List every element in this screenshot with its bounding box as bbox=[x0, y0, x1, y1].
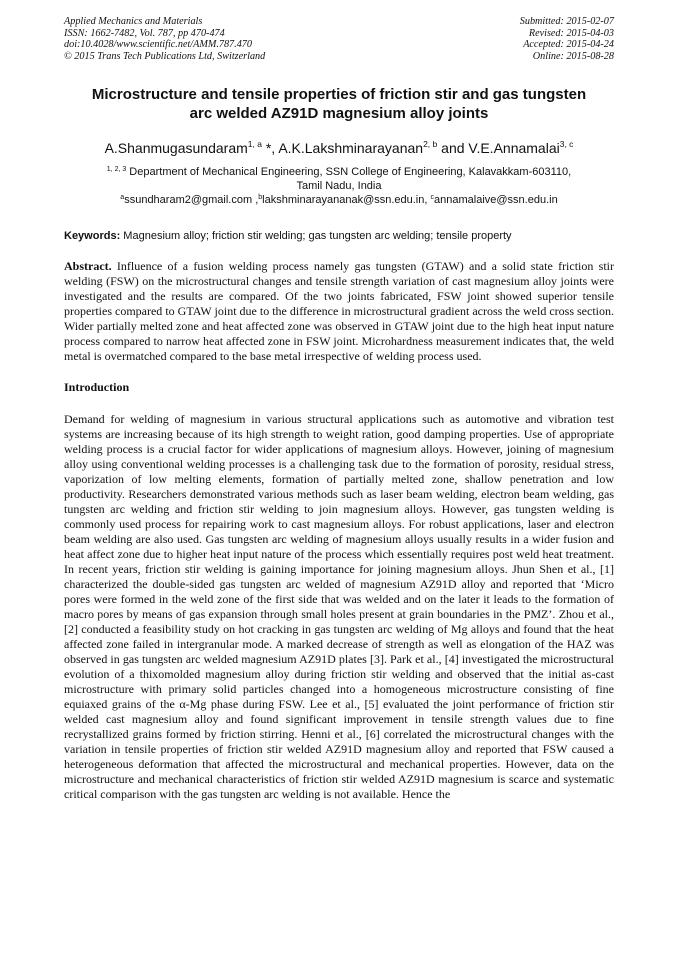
submitted-date: Submitted: 2015-02-07 bbox=[519, 16, 614, 27]
affiliation-line-1 bbox=[64, 165, 614, 179]
keywords-label: Keywords: bbox=[64, 230, 121, 242]
abstract-text: Influence of a fusion welding process namely gas tungsten (GTAW) and a solid state friction stir welding (FSW) on the microstructural changes and tensile strength variation of cast magnesium alloy joints were investigated and the results are compared. Of the two joints fabricated, FSW joint showed superior tensile properties compared to GTAW joint due to the difference in microstructural gradient across the weld cross section. Wider partially melted zone and heat affected zone was observed in GTAW joint due to the high heat input nature process compared to narrow heat affected zone in FSW joint. Microhardness measurement indicates that, the weld metal is overmatched compared to the base metal irrespective of welding process used. bbox=[64, 259, 614, 363]
title-line-1: Microstructure and tensile properties of friction stir and gas tungsten bbox=[91, 86, 587, 103]
publication-dates bbox=[520, 16, 614, 62]
author-1: A.Shanmugasundaram bbox=[104, 140, 248, 156]
affiliation-numbers: 1, 2, 3 bbox=[106, 166, 127, 173]
abstract bbox=[64, 259, 614, 364]
revised-date: Revised: 2015-04-03 bbox=[528, 27, 614, 39]
doi: doi:10.4028/www.scientific.net/AMM.787.470 bbox=[64, 39, 252, 50]
journal-name: Applied Mechanics and Materials bbox=[64, 16, 203, 27]
email-c: annamalaive@ssn.edu.in bbox=[434, 194, 558, 206]
accepted-date: Accepted: 2015-04-24 bbox=[523, 39, 614, 50]
title-line-2: arc welded AZ91D magnesium alloy joints bbox=[189, 105, 489, 122]
author-2-affil: 2, b bbox=[423, 139, 438, 149]
email-b-mark: b bbox=[258, 194, 263, 201]
email-a-mark: a bbox=[120, 194, 125, 201]
email-b: lakshminarayananak@ssn.edu.in, bbox=[262, 194, 431, 206]
affiliation-line-2: Tamil Nadu, India bbox=[296, 180, 382, 192]
author-1-affil: 1, a bbox=[247, 139, 262, 149]
author-3: V.E.Annamalai bbox=[468, 140, 560, 156]
email-a: ssundharam2@gmail.com , bbox=[124, 194, 259, 206]
copyright: © 2015 Trans Tech Publications Ltd, Switzerland bbox=[64, 50, 266, 62]
keywords-text: Magnesium alloy; friction stir welding; gas tungsten arc welding; tensile property bbox=[120, 230, 512, 242]
email-c-mark: c bbox=[430, 194, 434, 201]
affiliation-dept: Department of Mechanical Engineering, SSN College of Engineering, Kalavakkam-603110, bbox=[126, 166, 572, 178]
author-2: A.K.Lakshminarayanan bbox=[278, 140, 424, 156]
email-line bbox=[64, 193, 614, 207]
author-3-affil: 3, c bbox=[559, 139, 574, 149]
issn: ISSN: 1662-7482, Vol. 787, pp 470-474 bbox=[64, 27, 225, 39]
author-connector: and bbox=[437, 140, 469, 156]
page-header bbox=[64, 16, 614, 62]
publication-info bbox=[64, 16, 265, 62]
corresponding-mark: *, bbox=[261, 140, 279, 156]
abstract-label: Abstract. bbox=[64, 259, 112, 273]
introduction-heading: Introduction bbox=[64, 380, 130, 394]
keywords bbox=[64, 229, 614, 243]
online-date: Online: 2015-08-28 bbox=[532, 50, 614, 62]
paper-title bbox=[64, 85, 614, 123]
author-list bbox=[64, 139, 614, 157]
introduction-text: Demand for welding of magnesium in various structural applications such as automotive and vibration test systems are increasing because of its high strength to weight ration, good damping properties. Use of appropriate welding process is a crucial factor for wider applications of magnesium alloys. However, joining of magnesium alloy using conventional welding processes is a challenging task due to the formation of porosity, residual stress, vaporization of low melting elements, formation of partially melted zone, shallow penetration and low productivity. Researchers demonstrated various methods such as laser beam welding, electron beam welding, gas tungsten arc welding and friction stir welding to join magnesium alloys. However, gas tungsten welding is commonly used process for repairing work to cast magnesium alloys. For robust applications, laser and electron beam welding are also used. Gas tungsten arc welding of magnesium alloys usually results in a wider fusion and heat affect zone due to higher heat input nature of the process which essentially requires post weld heat treatment. In recent years, friction stir welding is gaining importance for joining magnesium alloys. Jhun Shen et al., [1] characterized the double-sided gas tungsten arc welded of magnesium AZ91D alloy and reported that ‘Micro pores were formed in the weld zone of the first side that was welded and on the later it leads to the formation of macro pores by means of gas expansion through small holes present at grain boundaries in the PMZ’. Zhou et al., [2] conducted a feasibility study on hot cracking in gas tungsten arc welding of Mg alloys and found that the heat affected zone failed in intergranular mode. A marked decrease of strength as well as elongation of the HAZ was observed in gas tungsten arc welded magnesium AZ91D plates [3]. Park et al., [4] investigated the microstructural evolution of a thixomolded magnesium alloy during friction stir welding and observed that the initial as-cast microstructure with primary solid particles changed into a homogeneous microstructure consisting of fine equiaxed grains of the α-Mg phase during FSW. Lee et al., [5] evaluated the joint performance of friction stir welded cast magnesium alloy and found significant improvement in tensile strength values due to fine recrystallized grains formed by friction stirring. Henni et al., [6] correlated the microstructural changes with the variation in tensile properties of friction stir welded AZ91D magnesium alloy and reported that FSW caused a heterogeneous deformation that affected the microstructural and mechanical properties. However, data on the microstructure and mechanical characteristics of friction stir welded AZ91D magnesium is scarce and systematic critical comparison with the gas tungsten arc welding is not available. Hence the bbox=[64, 412, 614, 801]
affiliations bbox=[64, 165, 614, 207]
